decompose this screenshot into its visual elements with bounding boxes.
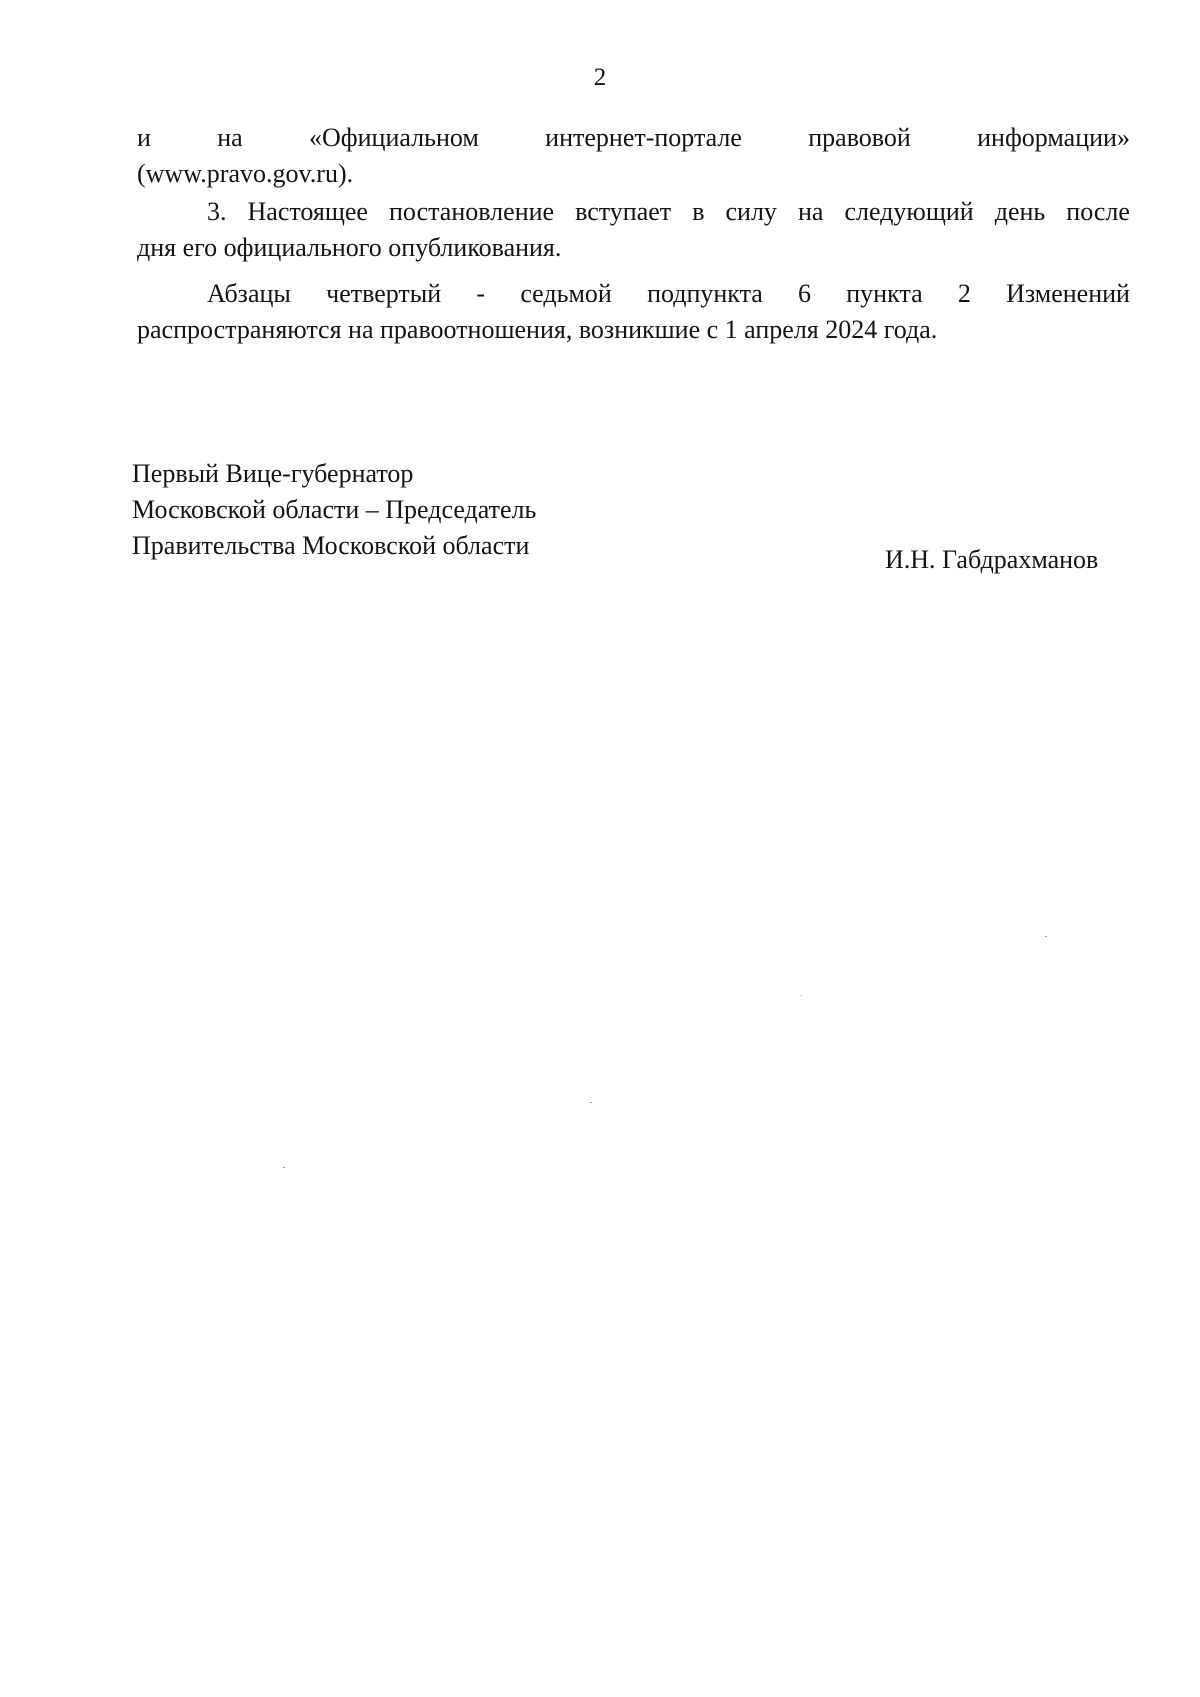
page-number: 2: [593, 64, 607, 91]
word: Изменений: [1006, 279, 1130, 308]
paragraph-effective-date: [137, 194, 1130, 266]
word: 6: [798, 279, 812, 308]
word: седьмой: [520, 279, 612, 308]
word: интернет-портале: [545, 123, 742, 152]
scan-speck: [283, 1167, 285, 1168]
paragraph-publication-portal: [137, 120, 1130, 192]
word: информации»: [977, 123, 1130, 152]
word: следующий: [844, 197, 974, 226]
word: на: [217, 123, 243, 152]
word: четвертый: [326, 279, 442, 308]
word: -: [476, 279, 486, 308]
word: день: [994, 197, 1046, 226]
paragraph-retroactive-application: [137, 276, 1130, 348]
word: 2: [957, 279, 971, 308]
paragraph-line: (www.pravo.gov.ru).: [137, 159, 354, 188]
word: после: [1066, 197, 1130, 226]
word: вступает: [575, 197, 672, 226]
word: «Официальном: [309, 123, 479, 152]
word: правовой: [808, 123, 911, 152]
justified-line: [137, 120, 1130, 156]
scan-speck: [590, 1102, 592, 1103]
word: и: [137, 123, 151, 152]
paragraph-line: дня его официального опубликования.: [137, 233, 562, 262]
word: пункта: [846, 279, 923, 308]
signatory-position: [132, 456, 536, 564]
scan-speck: [1045, 936, 1047, 937]
paragraph-line: распространяются на правоотношения, возникшие с 1 апреля 2024 года.: [137, 315, 938, 344]
word: постановление: [389, 197, 555, 226]
word: на: [797, 197, 824, 226]
position-line: Московской области – Председатель: [132, 495, 537, 524]
word: подпункта: [647, 279, 763, 308]
word: 3.: [207, 197, 227, 226]
word: в: [692, 197, 705, 226]
justified-line: [137, 194, 1130, 230]
word: Настоящее: [247, 197, 368, 226]
position-line: Правительства Московской области: [132, 531, 530, 560]
word: силу: [725, 197, 777, 226]
position-line: Первый Вице-губернатор: [132, 459, 414, 488]
word: Абзацы: [207, 279, 291, 308]
signatory-name: И.Н. Габдрахманов: [885, 545, 1099, 574]
scan-speck: [800, 995, 802, 996]
justified-line: [137, 276, 1130, 312]
